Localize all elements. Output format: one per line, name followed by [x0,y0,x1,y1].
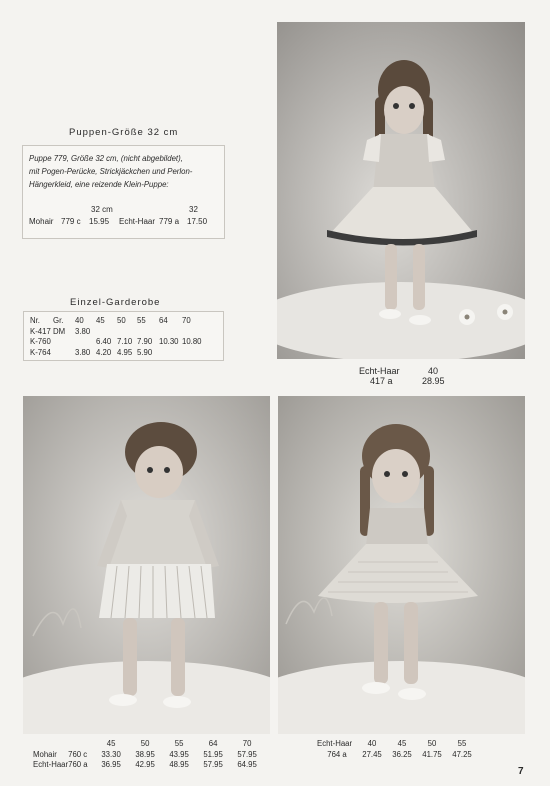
small-doll-right-code: 779 a [159,217,180,226]
wardrobe-cell [53,337,75,348]
doll-760-price: 33.30 [101,749,121,759]
doll-760-size: 64 [208,739,218,748]
doll-760-size: 55 [174,739,184,748]
small-doll-box [22,145,225,239]
doll-760-row [33,750,264,761]
wardrobe-header-cell: 40 [75,316,84,325]
doll-760-code: 760 a [68,760,88,769]
doll-764-size: 55 [457,739,467,748]
doll-760-label: Echt-Haar [33,760,69,769]
wardrobe-cell: DM [53,326,66,336]
doll-764-code: 764 a [327,749,347,759]
wardrobe-row [30,327,202,338]
wardrobe-header-cell: Nr. [30,316,40,325]
doll-760-size-row [33,739,264,750]
doll-760-price: 43.95 [169,749,189,759]
doll-764-photo [278,396,525,734]
doll-760-label: Mohair [33,749,57,759]
doll-760-price: 38.95 [135,749,155,759]
wardrobe-cell: 3.80 [75,326,91,336]
doll-417-price: 28.95 [422,376,445,386]
doll-760-code: 760 c [68,749,88,759]
doll-760-price: 57.95 [203,760,223,769]
wardrobe-table [30,316,202,358]
doll-760-size: 70 [242,739,252,748]
doll-764-size-row [317,739,477,750]
wardrobe-cell: 3.80 [75,347,91,357]
doll-417-size: 40 [428,366,439,376]
small-doll-left-code: 779 c [61,217,81,226]
wardrobe-header-row [30,316,202,327]
wardrobe-cell: K-417 [30,326,51,336]
doll-764-price: 36.25 [392,749,412,759]
wardrobe-cell: 4.95 [117,347,133,357]
doll-764-price: 27.45 [362,749,382,759]
doll-764-price-row [317,750,477,761]
wardrobe-cell: 4.20 [96,347,112,357]
doll-764-illustration [278,396,525,734]
doll-417-label: Echt-Haar [359,366,400,376]
small-doll-desc-line-1: Puppe 779, Größe 32 cm, (nicht abgebildet), [29,154,183,163]
wardrobe-cell [182,348,202,359]
wardrobe-cell: 5.90 [137,347,153,357]
wardrobe-cell: 7.10 [117,337,133,346]
doll-760-size: 45 [106,739,116,748]
small-doll-size-right: 32 [189,205,198,214]
doll-417-code: 417 a [370,376,393,386]
small-doll-right-price: 17.50 [187,217,208,226]
small-doll-title: Puppen-Größe 32 cm [69,127,179,138]
doll-760-price: 42.95 [135,760,155,769]
doll-760-price: 57.95 [237,749,257,759]
wardrobe-row [30,337,202,348]
doll-764-price: 41.75 [422,749,442,759]
wardrobe-row [30,348,202,359]
wardrobe-cell: 10.30 [159,337,179,346]
wardrobe-cell: 10.80 [182,337,202,346]
small-doll-left-price: 15.95 [89,217,110,226]
wardrobe-header-cell: 50 [117,316,126,325]
wardrobe-cell [53,348,75,359]
doll-760-price: 51.95 [203,749,223,759]
wardrobe-cell [159,348,182,359]
small-doll-size-left: 32 cm [91,205,113,214]
doll-417-photo [277,22,525,359]
small-doll-right-label: Echt-Haar [119,217,156,226]
doll-760-photo [23,396,270,734]
wardrobe-cell [75,337,96,348]
doll-764-label: Echt-Haar [317,739,353,748]
doll-764-size: 40 [367,739,377,748]
small-doll-left-label: Mohair [29,217,54,226]
wardrobe-cell [117,327,137,338]
wardrobe-cell: K-764 [30,347,51,357]
wardrobe-cell: 6.40 [96,337,112,346]
doll-764-price-table [317,739,477,760]
wardrobe-header-cell: 45 [96,316,105,325]
doll-760-price: 64.95 [237,760,257,769]
doll-417-illustration [277,22,525,359]
wardrobe-table-box [23,311,224,361]
wardrobe-cell [96,327,117,338]
doll-760-price: 48.95 [169,760,189,769]
wardrobe-cell: K-760 [30,337,51,346]
wardrobe-title: Einzel-Garderobe [70,297,161,308]
page-number: 7 [518,766,524,777]
doll-760-illustration [23,396,270,734]
wardrobe-header-cell: 64 [159,316,168,325]
wardrobe-cell: 7.90 [137,337,153,346]
doll-760-price: 36.95 [101,760,121,769]
doll-760-row [33,760,264,771]
wardrobe-header-cell: 70 [182,316,191,325]
wardrobe-cell [182,327,202,338]
doll-760-size: 50 [140,739,150,748]
wardrobe-cell [159,327,182,338]
doll-764-size: 50 [427,739,437,748]
small-doll-desc-line-2: mit Pogen-Perücke, Strickjäckchen und Perlon- [29,167,193,176]
doll-760-price-table [33,739,264,771]
wardrobe-cell [137,327,159,338]
wardrobe-header-cell: 55 [137,316,146,325]
doll-764-price: 47.25 [452,749,472,759]
small-doll-desc-line-3: Hängerkleid, eine reizende Klein-Puppe: [29,180,169,189]
doll-764-size: 45 [397,739,407,748]
wardrobe-header-cell: Gr. [53,316,64,325]
